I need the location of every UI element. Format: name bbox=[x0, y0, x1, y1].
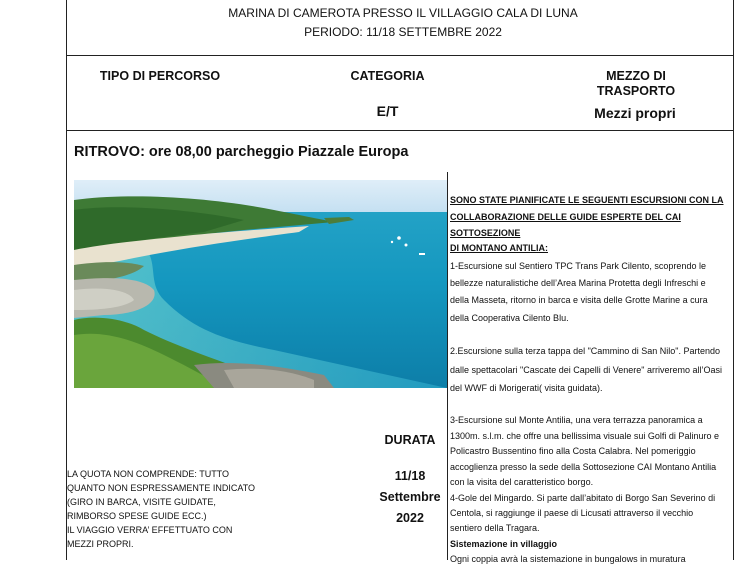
categoria-label: CATEGORIA bbox=[350, 69, 425, 83]
header-line-1: MARINA DI CAMEROTA PRESSO IL VILLAGGIO CALA DI LUNA bbox=[228, 6, 578, 20]
excursion-3-line-3: Policastro Bussentino fino alla Costa Calabra. Nel pomeriggio bbox=[450, 446, 696, 457]
durata-month: Settembre bbox=[379, 490, 441, 504]
ritrovo-text: : ore 08,00 parcheggio Piazzale Europa bbox=[140, 144, 409, 160]
ritrovo-line bbox=[74, 144, 408, 160]
excursion-2-line-1: 2.Escursione sulla terza tappa del "Cammino di San Nilo". Partendo bbox=[450, 346, 721, 357]
excursions-text bbox=[450, 193, 734, 568]
quota-line-4: RIMBORSO SPESE GUIDE ECC.) bbox=[67, 511, 207, 521]
excursion-4-line-2: Centola, si raggiunge il paese di Licusati attraverso il vecchio bbox=[450, 507, 694, 518]
excursion-1-line-4: della Cooperativa Cilento Blu. bbox=[450, 312, 569, 323]
excursions-heading-1: SONO STATE PIANIFICATE LE SEGUENTI ESCURSIONI CON LA bbox=[450, 195, 724, 205]
excursion-2-line-3: del WWF di Morigerati( visita guidata). bbox=[450, 383, 603, 394]
durata-label: DURATA bbox=[384, 433, 436, 447]
excursion-4-line-3: sentiero della Tragara. bbox=[450, 523, 540, 534]
quota-line-5: IL VIAGGIO VERRA’ EFFETTUATO CON bbox=[67, 525, 233, 535]
quota-line-1: LA QUOTA NON COMPRENDE: TUTTO bbox=[67, 469, 230, 479]
excursions-heading-2: COLLABORAZIONE DELLE GUIDE ESPERTE DEL CAI SOTTOSEZIONE bbox=[450, 212, 681, 238]
durata-block bbox=[365, 430, 455, 529]
sistemazione-heading: Sistemazione in villaggio bbox=[450, 538, 558, 549]
excursion-3-line-5: con la visita del caratteristico borgo. bbox=[450, 477, 594, 488]
divider-top bbox=[66, 55, 734, 56]
excursion-1-line-2: bellezze naturalistiche dell’Area Marina Protetta degli Infreschi e bbox=[450, 278, 706, 289]
durata-year: 2022 bbox=[396, 511, 424, 525]
excursion-3-line-1: 3-Escursione sul Monte Antilia, una vera terrazza panoramica a bbox=[450, 415, 703, 426]
excursion-4-line-1: 4-Gole del Mingardo. Si parte dall’abitato di Borgo San Severino di bbox=[450, 492, 716, 503]
mezzo-value: Mezzi propri bbox=[594, 105, 676, 121]
mezzo-label-2: TRASPORTO bbox=[596, 84, 676, 98]
header-line-2: PERIODO: 11/18 SETTEMBRE 2022 bbox=[304, 25, 502, 39]
quota-line-6: MEZZI PROPRI. bbox=[67, 539, 134, 549]
excursions-heading-3: DI MONTANO ANTILIA: bbox=[450, 243, 548, 254]
categoria-value: E/T bbox=[376, 103, 399, 119]
excursion-2-line-2: dalle spettacolari "Cascate dei Capelli di Venere" arriveremo all’Oasi bbox=[450, 364, 723, 375]
beach-photo bbox=[74, 180, 447, 388]
mezzo-label-1: MEZZO DI bbox=[606, 69, 666, 83]
quota-note bbox=[67, 467, 337, 551]
excursion-3-line-2: 1300m. s.l.m. che offre una bellissima visuale sui Golfi di Palinuro e bbox=[450, 430, 719, 441]
quota-line-3: (GIRO IN BARCA, VISITE GUIDATE, bbox=[67, 497, 216, 507]
coppia-text: Ogni coppia avrà la sistemazione in bungalows in muratura bbox=[450, 554, 686, 565]
durata-dates: 11/18 bbox=[394, 469, 426, 483]
excursion-1-line-1: 1-Escursione sul Sentiero TPC Trans Park Cilento, scoprendo le bbox=[450, 260, 706, 271]
divider-mid bbox=[66, 130, 734, 131]
tipo-percorso-label: TIPO DI PERCORSO bbox=[99, 69, 221, 83]
excursion-3-line-4: accoglienza presso la sede della Sottosezione CAI Montano Antilia bbox=[450, 461, 717, 472]
ritrovo-label: RITROVO bbox=[74, 144, 141, 160]
quota-line-2: QUANTO NON ESPRESSAMENTE INDICATO bbox=[67, 483, 256, 493]
excursion-1-line-3: della Masseta, ritorno in barca e visita delle Grotte Marine a cura bbox=[450, 295, 708, 306]
